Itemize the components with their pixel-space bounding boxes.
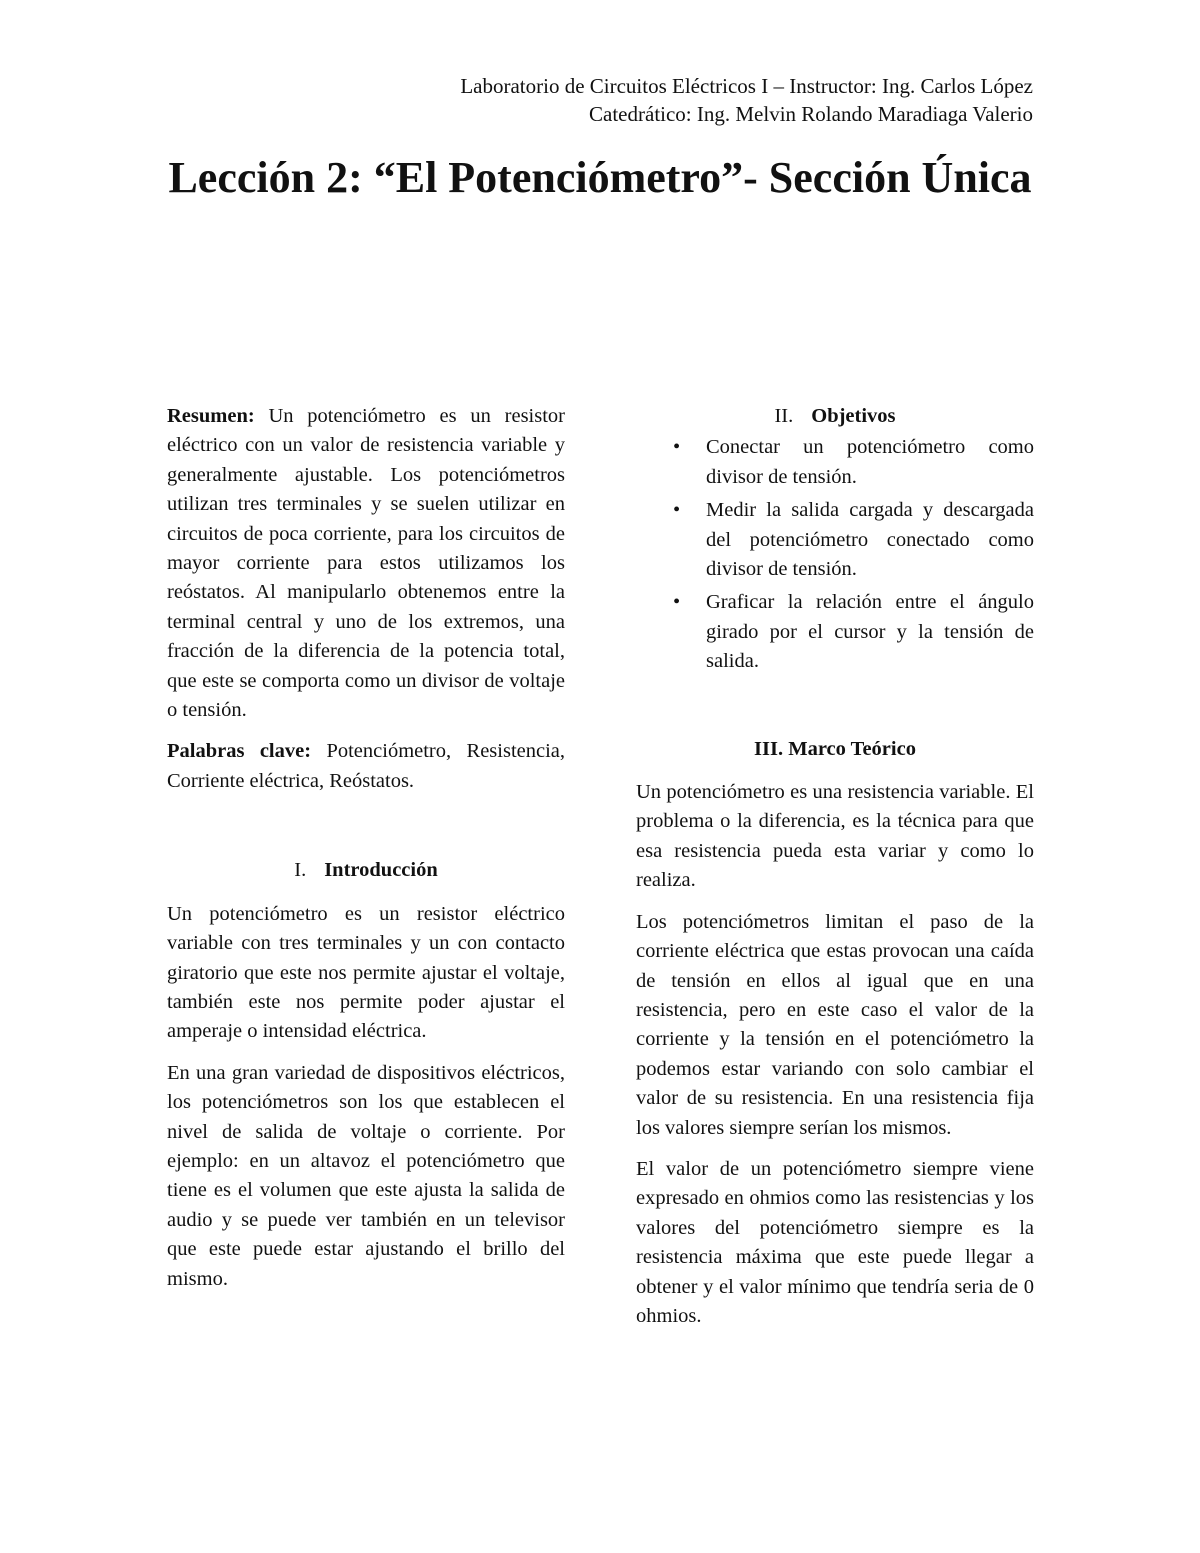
- spacer: [167, 796, 565, 856]
- keywords-label: Palabras clave:: [167, 740, 312, 763]
- objectives-list: [636, 433, 1034, 676]
- header-professor-line: Catedrático: Ing. Melvin Rolando Maradiaga Valerio: [589, 102, 1033, 126]
- document-title: Lección 2: “El Potenciómetro”- Sección Única: [168, 153, 1032, 202]
- theory-paragraph-2: Los potenciómetros limitan el paso de la corriente eléctrica que estas provocan una caída de tensión en ellos al igual que en una resistencia, pero en este caso el valor de la corriente y la tensión en el potenciómetro la podemos estar variando con solo cambiar el valor de su resistencia. En una resistencia fija los valores siempre serían los mismos.: [636, 910, 1034, 1139]
- section-heading-objetivos: [636, 402, 1034, 431]
- section-heading-marco-teorico: III. Marco Teórico: [754, 737, 916, 760]
- theory-paragraph-3: El valor de un potenciómetro siempre viene expresado en ohmios como las resistencias y los valores del potenciómetro siempre es la resistencia máxima que este puede llegar a obtener y el valor mínimo que tendría seria de 0 ohmios.: [636, 1157, 1034, 1327]
- keywords-paragraph: [167, 737, 565, 796]
- spacer: [636, 681, 1034, 735]
- section-number: II.: [774, 405, 794, 427]
- abstract-label: Resumen:: [167, 405, 255, 427]
- keywords-text: Potenciómetro, Resistencia, Corriente eléctrica, Reóstatos.: [167, 740, 566, 792]
- objective-text: Conectar un potenciómetro como divisor de tensión.: [706, 436, 1034, 488]
- section-title: Introducción: [324, 859, 438, 882]
- abstract-paragraph: [167, 402, 565, 725]
- left-column: [167, 402, 565, 1306]
- intro-paragraph-1: Un potenciómetro es un resistor eléctrico variable con tres terminales y un con contacto giratorio que este nos permite ajustar el voltaje, también este nos permite poder ajustar el amperaje o intensidad eléctrica.: [167, 902, 565, 1043]
- list-item: [636, 588, 1034, 676]
- right-column: [636, 402, 1034, 1343]
- theory-paragraph-1: Un potenciómetro es una resistencia variable. El problema o la diferencia, es la técnica para que esa resistencia pueda esta variar y como lo realiza.: [636, 781, 1034, 892]
- list-item: [636, 433, 1034, 492]
- abstract-text: Un potenciómetro es un resistor eléctrico con un valor de resistencia variable y generalmente ajustable. Los potenciómetros utilizan tres terminales y se suelen utilizar en circuitos de poca corriente, para los circuitos de mayor corriente para estos utilizamos los reóstatos. Al manipularlo obtenemos entre la terminal central y uno de los extremos, una fracción de la diferencia de la potencia total, que este se comporta como un divisor de voltaje o tensión.: [167, 405, 565, 722]
- section-number: I.: [294, 859, 307, 882]
- header-course-line: Laboratorio de Circuitos Eléctricos I – Instructor: Ing. Carlos López: [460, 74, 1033, 98]
- section-heading-introduccion: [167, 856, 565, 885]
- objective-text: Graficar la relación entre el ángulo girado por el cursor y la tensión de salida.: [706, 591, 1034, 673]
- bullet-icon: •: [673, 436, 681, 459]
- objective-text: Medir la salida cargada y descargada del potenciómetro conectado como divisor de tensión.: [706, 499, 1034, 581]
- section-title: Objetivos: [811, 405, 896, 427]
- list-item: [636, 496, 1034, 584]
- intro-paragraph-2: En una gran variedad de dispositivos eléctricos, los potenciómetros son los que establecen el nivel de salida de voltaje o corriente. Por ejemplo: en un altavoz el potenciómetro que tiene es el volumen que este ajusta la salida de audio y se puede ver también en un televisor que este puede estar ajustando el brillo del mismo.: [167, 1061, 565, 1290]
- bullet-icon: •: [673, 499, 681, 522]
- bullet-icon: •: [673, 591, 681, 614]
- page-header: [460, 72, 1033, 128]
